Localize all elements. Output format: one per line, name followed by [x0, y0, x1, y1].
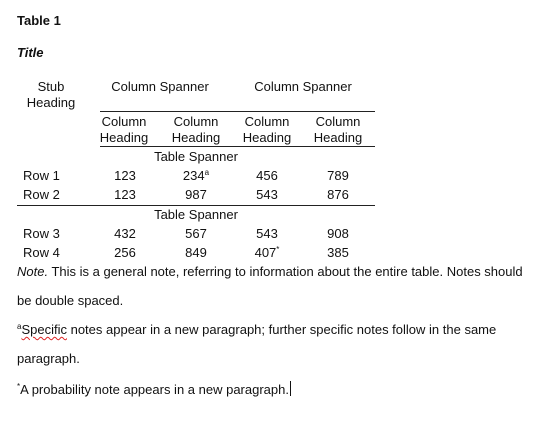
note-label: Note.	[17, 264, 49, 279]
general-note[interactable]	[17, 264, 523, 279]
table-cell: 234$^a$	[182, 168, 210, 183]
table-cell: 789	[327, 168, 349, 183]
spellcheck-word[interactable]: Specific	[21, 322, 67, 337]
table-cell: 385	[327, 245, 349, 260]
table-cell: 256	[114, 245, 136, 260]
column-heading-4: Column Heading	[313, 114, 363, 145]
text-cursor	[290, 381, 291, 396]
table-cell: 876	[327, 187, 349, 202]
table-cell: 543	[256, 226, 278, 241]
header-rule	[100, 146, 375, 147]
specific-note-mark: a	[17, 322, 22, 331]
section-rule	[17, 205, 375, 206]
probability-note-mark: *	[17, 382, 21, 391]
probability-note-text: A probability note appears in a new paragraph.	[20, 382, 289, 397]
row-stub: Row 4	[23, 245, 60, 260]
specific-note[interactable]	[17, 322, 496, 337]
column-heading-3: Column Heading	[242, 114, 292, 145]
column-spanner-1: Column Spanner	[111, 79, 209, 94]
table-cell: 407*	[254, 245, 280, 260]
specific-note-continued[interactable]: paragraph.	[17, 351, 80, 366]
row-stub: Row 2	[23, 187, 60, 202]
table-cell: 456	[256, 168, 278, 183]
table-spanner-2: Table Spanner	[154, 207, 238, 222]
table-cell: 849	[185, 245, 207, 260]
table-caption-title: Title	[17, 45, 44, 60]
specific-note-text: notes appear in a new paragraph; further specific notes follow in the same	[66, 322, 497, 337]
column-spanner-2: Column Spanner	[254, 79, 352, 94]
table-cell: 432	[114, 226, 136, 241]
stub-heading: Stub Heading	[26, 79, 76, 110]
spanner-rule	[100, 111, 375, 112]
column-heading-2: Column Heading	[171, 114, 221, 145]
footnote-mark: a	[204, 168, 210, 177]
table-cell: 987	[185, 187, 207, 202]
table-cell: 543	[256, 187, 278, 202]
table-caption-label: Table 1	[17, 13, 61, 28]
row-stub: Row 3	[23, 226, 60, 241]
column-heading-1: Column Heading	[99, 114, 149, 145]
row-stub: Row 1	[23, 168, 60, 183]
footnote-mark: *	[276, 245, 280, 254]
table-cell: 123	[114, 187, 136, 202]
general-note-text: This is a general note, referring to information about the entire table. Notes should	[48, 264, 523, 279]
general-note-continued[interactable]: be double spaced.	[17, 293, 124, 308]
table-spanner-1: Table Spanner	[154, 149, 238, 164]
table-cell: 123	[114, 168, 136, 183]
table-cell: 908	[327, 226, 349, 241]
table-cell: 567	[185, 226, 207, 241]
probability-note[interactable]	[17, 381, 291, 397]
